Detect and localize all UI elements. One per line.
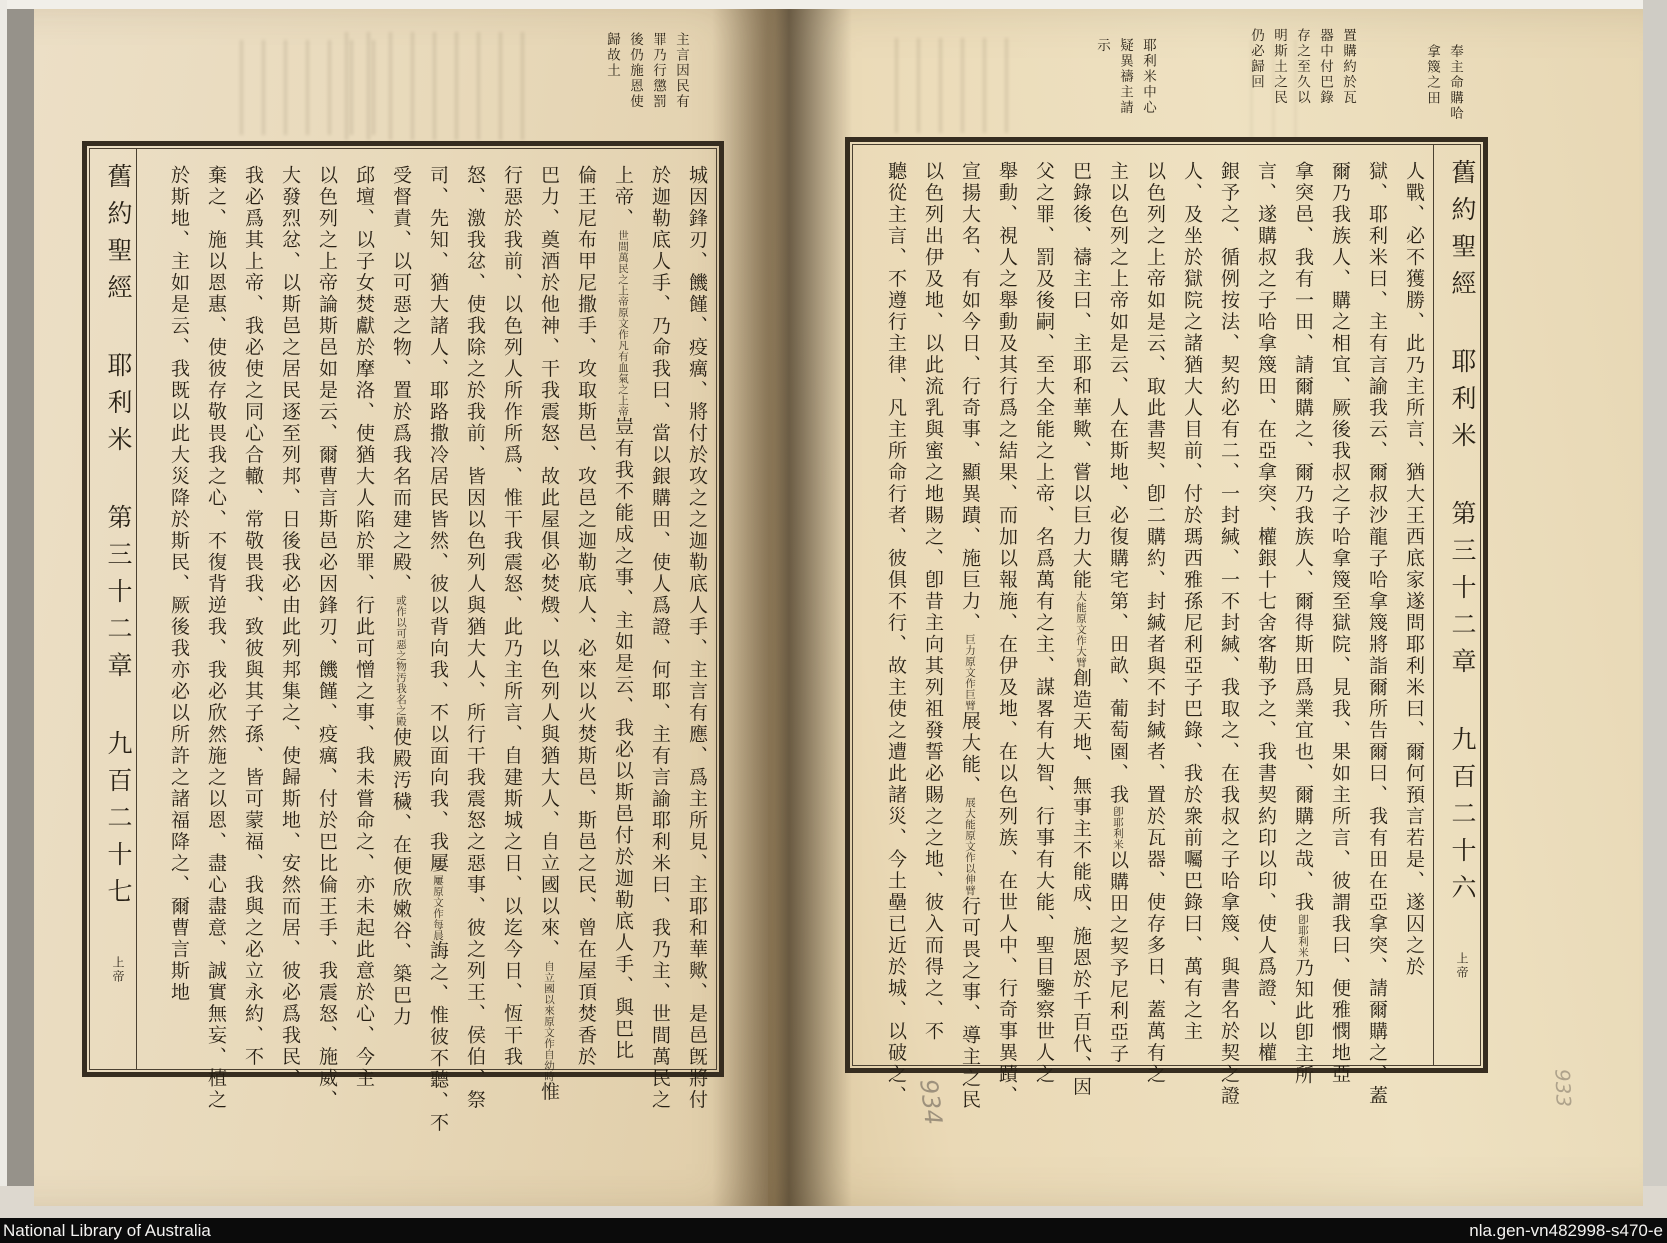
text-column: 主以色列之上帝如是云、人在斯地、必復購宅第、田畝、葡萄園、我卽耶利米以購田之契予尼利亞子 — [1107, 161, 1129, 1065]
interlinear-gloss: 展大能原文作以伸臂 — [964, 797, 976, 896]
text-column: 歸故土 — [604, 32, 620, 79]
pencil-annotation-right: 933 — [1550, 1068, 1576, 1108]
text-column: 巴力、奠酒於他神、干我震怒、故此屋俱必焚燬、以色列人與猶大人、自立國以來、自立國以來原文作自幼時惟 — [538, 165, 560, 1103]
text-column: 拿篾之田 — [1424, 44, 1440, 106]
chapter-summary-note — [596, 32, 688, 150]
scan-edge-left — [0, 0, 7, 1243]
bible-title: 舊約聖經 — [104, 163, 133, 311]
text-column: 棄之、施以恩惠、使彼存敬畏我之心、不復背逆我、我必欣然施之以恩、盡心盡意、誠實無妄、植之 — [205, 165, 227, 1111]
interlinear-gloss: 巨力原文作巨臂 — [964, 634, 976, 711]
text-column: 以色列之上帝如是云、取此書契、卽二購約、封緘者與不封緘者、置於瓦器、使存多日、蓋萬有之 — [1144, 161, 1166, 1086]
text-column: 後仍施恩使 — [627, 32, 643, 110]
text-column: 邱壇、以子女焚獻於摩洛、使猶大人陷於罪、行此可憎之事、我未嘗命之、亦未起此意於心、今主 — [353, 165, 375, 1090]
interlinear-gloss: 卽耶利米 — [1297, 913, 1309, 958]
text-column: 銀予之、循例按法、契約必有二、一封緘、一不封緘、我取之、在我叔之子哈拿篾、與書名於契之證 — [1218, 161, 1240, 1107]
scan-edge-right — [1643, 0, 1667, 1218]
interlinear-gloss: 或作以可惡之物汚我名之殿 — [395, 595, 407, 727]
text-column: 耶利米中心 — [1140, 38, 1156, 116]
text-column: 聽從主言、不遵行主律、凡主所命行者、彼俱不行、故主使之遭此諸災、今土壘已近於城、以破之、 — [885, 161, 907, 1107]
text-column: 倫王尼布甲尼撒手、攻取斯邑、攻邑之迦勒底人、必來以火焚斯邑、斯邑之民、曾在屋頂焚香於 — [575, 165, 597, 1068]
text-column: 主言因民有 — [673, 32, 689, 110]
text-column: 宣揚大名、有如今日、行奇事、顯異蹟、施巨力、巨力原文作巨臂展大能、展大能原文作以伸臂行可畏之事、導主之民 — [959, 161, 981, 1111]
pencil-annotation-left: 934 — [914, 1077, 948, 1127]
text-column: 父之罪、罰及後嗣、至大全能之上帝、名爲萬有之主、謀畧有大智、行事有大能、聖目鑒察世人之 — [1033, 161, 1055, 1086]
text-column: 巴錄後、禱主曰、主耶和華歟、嘗以巨力大能大能原文作大臂創造天地、無事主不能成、施恩於千百代、因 — [1070, 161, 1092, 1098]
right-page-header-column — [1433, 145, 1480, 1065]
text-column: 爾乃我族人、購之相宜、厥後我叔之子哈拿篾至獄院、見我、果如主所言、彼謂我曰、便雅憫地亞 — [1329, 161, 1351, 1086]
interlinear-gloss: 世間萬民之上帝原文作凡有血氣之上帝 — [617, 229, 629, 417]
text-column: 人戰、必不獲勝、此乃主所言、猶大王西底家遂問耶利米曰、爾何預言若是、遂囚之於 — [1403, 161, 1425, 978]
text-column: 罪乃行懲罰 — [650, 32, 666, 110]
text-column: 於斯地、主如是云、我既以此大災降於斯民、厥後我亦必以所許之諸福降之、爾曹言斯地 — [168, 165, 190, 1004]
library-name: National Library of Australia — [3, 1221, 211, 1240]
text-column: 以色列出伊及地、以此流乳與蜜之地賜之、卽昔主向其列祖發誓必賜之之地、彼入而得之、不 — [922, 161, 944, 1043]
text-column: 行惡於我前、以色列人所作所爲、惟干我震怒、此乃主所言、自建斯城之日、以迄今日、恆干我 — [501, 165, 523, 1068]
text-column: 受督責、以可惡之物、置於爲我名而建之殿、或作以可惡之物汚我名之殿使殿汚穢、在便欣嫩谷、築巴力 — [390, 165, 412, 1028]
text-column: 以色列之上帝論斯邑如是云、爾曹言斯邑必因鋒刃、饑饉、疫癘、付於巴比倫王手、我震怒、施威、 — [316, 165, 338, 1111]
book-name: 耶利米 — [104, 352, 133, 463]
text-column: 司、先知、猶大諸人、耶路撒冷居民皆然、彼以背向我、不以面向我、我屢屢原文作每晨誨之、惟彼不聽、不 — [427, 165, 449, 1134]
left-page-text-columns — [137, 149, 716, 1134]
text-column: 示 — [1094, 38, 1110, 54]
text-column: 拿突邑、我有一田、請爾購之、爾乃我族人、爾得斯田爲業宜也、爾購之哉、我卽耶利米乃知此卽主所 — [1292, 161, 1314, 1087]
page-number-chinese: 九百二十七 — [104, 730, 133, 915]
chapter-number: 第三十二章 — [1448, 500, 1477, 685]
gutter-shadow — [712, 9, 852, 1206]
book-name: 耶利米 — [1448, 348, 1477, 459]
bleed-through-smudge — [240, 40, 390, 135]
text-column: 明斯土之民 — [1271, 28, 1287, 106]
interlinear-gloss: 屢原文作每晨 — [432, 874, 444, 941]
footer-bar — [0, 1218, 1667, 1243]
edition-marker: 上帝 — [1455, 952, 1469, 980]
text-column: 器中付巴錄 — [1317, 28, 1333, 106]
text-column: 大發烈忿、以斯邑之居民逐至列邦、日後我必由此列邦集之、使歸斯地、安然而居、彼必爲我民、 — [279, 165, 301, 1090]
text-column: 於迦勒底人手、乃命我曰、當以銀購田、使人爲證、何耶、主有言諭耶利米曰、我乃主、世間萬民之 — [649, 165, 671, 1111]
text-column: 怒、激我忿、使我除之於我前、皆因以色列人與猶大人、所行干我震怒之惡事、彼之列王、侯伯、祭 — [464, 165, 486, 1111]
text-column: 疑異禱主請 — [1117, 38, 1133, 116]
text-column: 我必爲其上帝、我必使之同心合轍、常敬畏我、致彼與其子孫、皆可蒙福、我與之必立永約、不 — [242, 165, 264, 1068]
left-page-header-column — [90, 149, 137, 1069]
text-column: 存之至久以 — [1294, 28, 1310, 106]
text-column: 城因鋒刃、饑饉、疫癘、將付於攻之之迦勒底人手、主言有應、爲主所見、主耶和華歟、是邑旣將付 — [686, 165, 708, 1111]
text-column: 人、及坐於獄院之諸猶大人目前、付於瑪西雅孫尼利亞子巴錄、我於衆前囑巴錄曰、萬有之主 — [1181, 161, 1203, 1043]
text-column: 置購約於瓦 — [1340, 28, 1356, 106]
chapter-number: 第三十二章 — [104, 504, 133, 689]
page-number-chinese: 九百二十六 — [1448, 726, 1477, 911]
interlinear-gloss: 自立國以來原文作自幼時 — [543, 960, 555, 1082]
text-column: 上帝、世間萬民之上帝原文作凡有血氣之上帝豈有我不能成之事、主如是云、我必以斯邑付於迦勒底人手、與巴比 — [612, 165, 634, 1062]
bleed-through-smudge — [895, 38, 1025, 133]
text-column: 舉動、視人之舉動及其行爲之結果、而加以報施、在伊及地、在以色列族、在世人中、行奇事異蹟、 — [996, 161, 1018, 1107]
edition-marker: 上帝 — [111, 956, 125, 984]
image-id: nla.gen-vn482998-s470-e — [1469, 1221, 1663, 1240]
left-page-frame — [82, 141, 724, 1134]
text-column: 言、遂購叔之子哈拿篾田、在亞拿突、權銀十七舍客勒予之、我書契約印以印、使人爲證、以權 — [1255, 161, 1277, 1064]
interlinear-gloss: 卽耶利米 — [1112, 806, 1124, 850]
chapter-summary-note — [1240, 28, 1355, 150]
scan-edge-top — [0, 0, 1667, 9]
text-column: 奉主命購哈 — [1447, 44, 1463, 122]
bible-title: 舊約聖經 — [1448, 159, 1477, 307]
text-column: 獄、耶利米曰、主有言諭我云、爾叔沙龍子哈拿篾將詣爾所告爾曰、我有田在亞拿突、請爾購之、蓋 — [1366, 161, 1388, 1107]
interlinear-gloss: 大能原文作大臂 — [1075, 591, 1087, 668]
text-column: 仍必歸回 — [1248, 28, 1264, 90]
